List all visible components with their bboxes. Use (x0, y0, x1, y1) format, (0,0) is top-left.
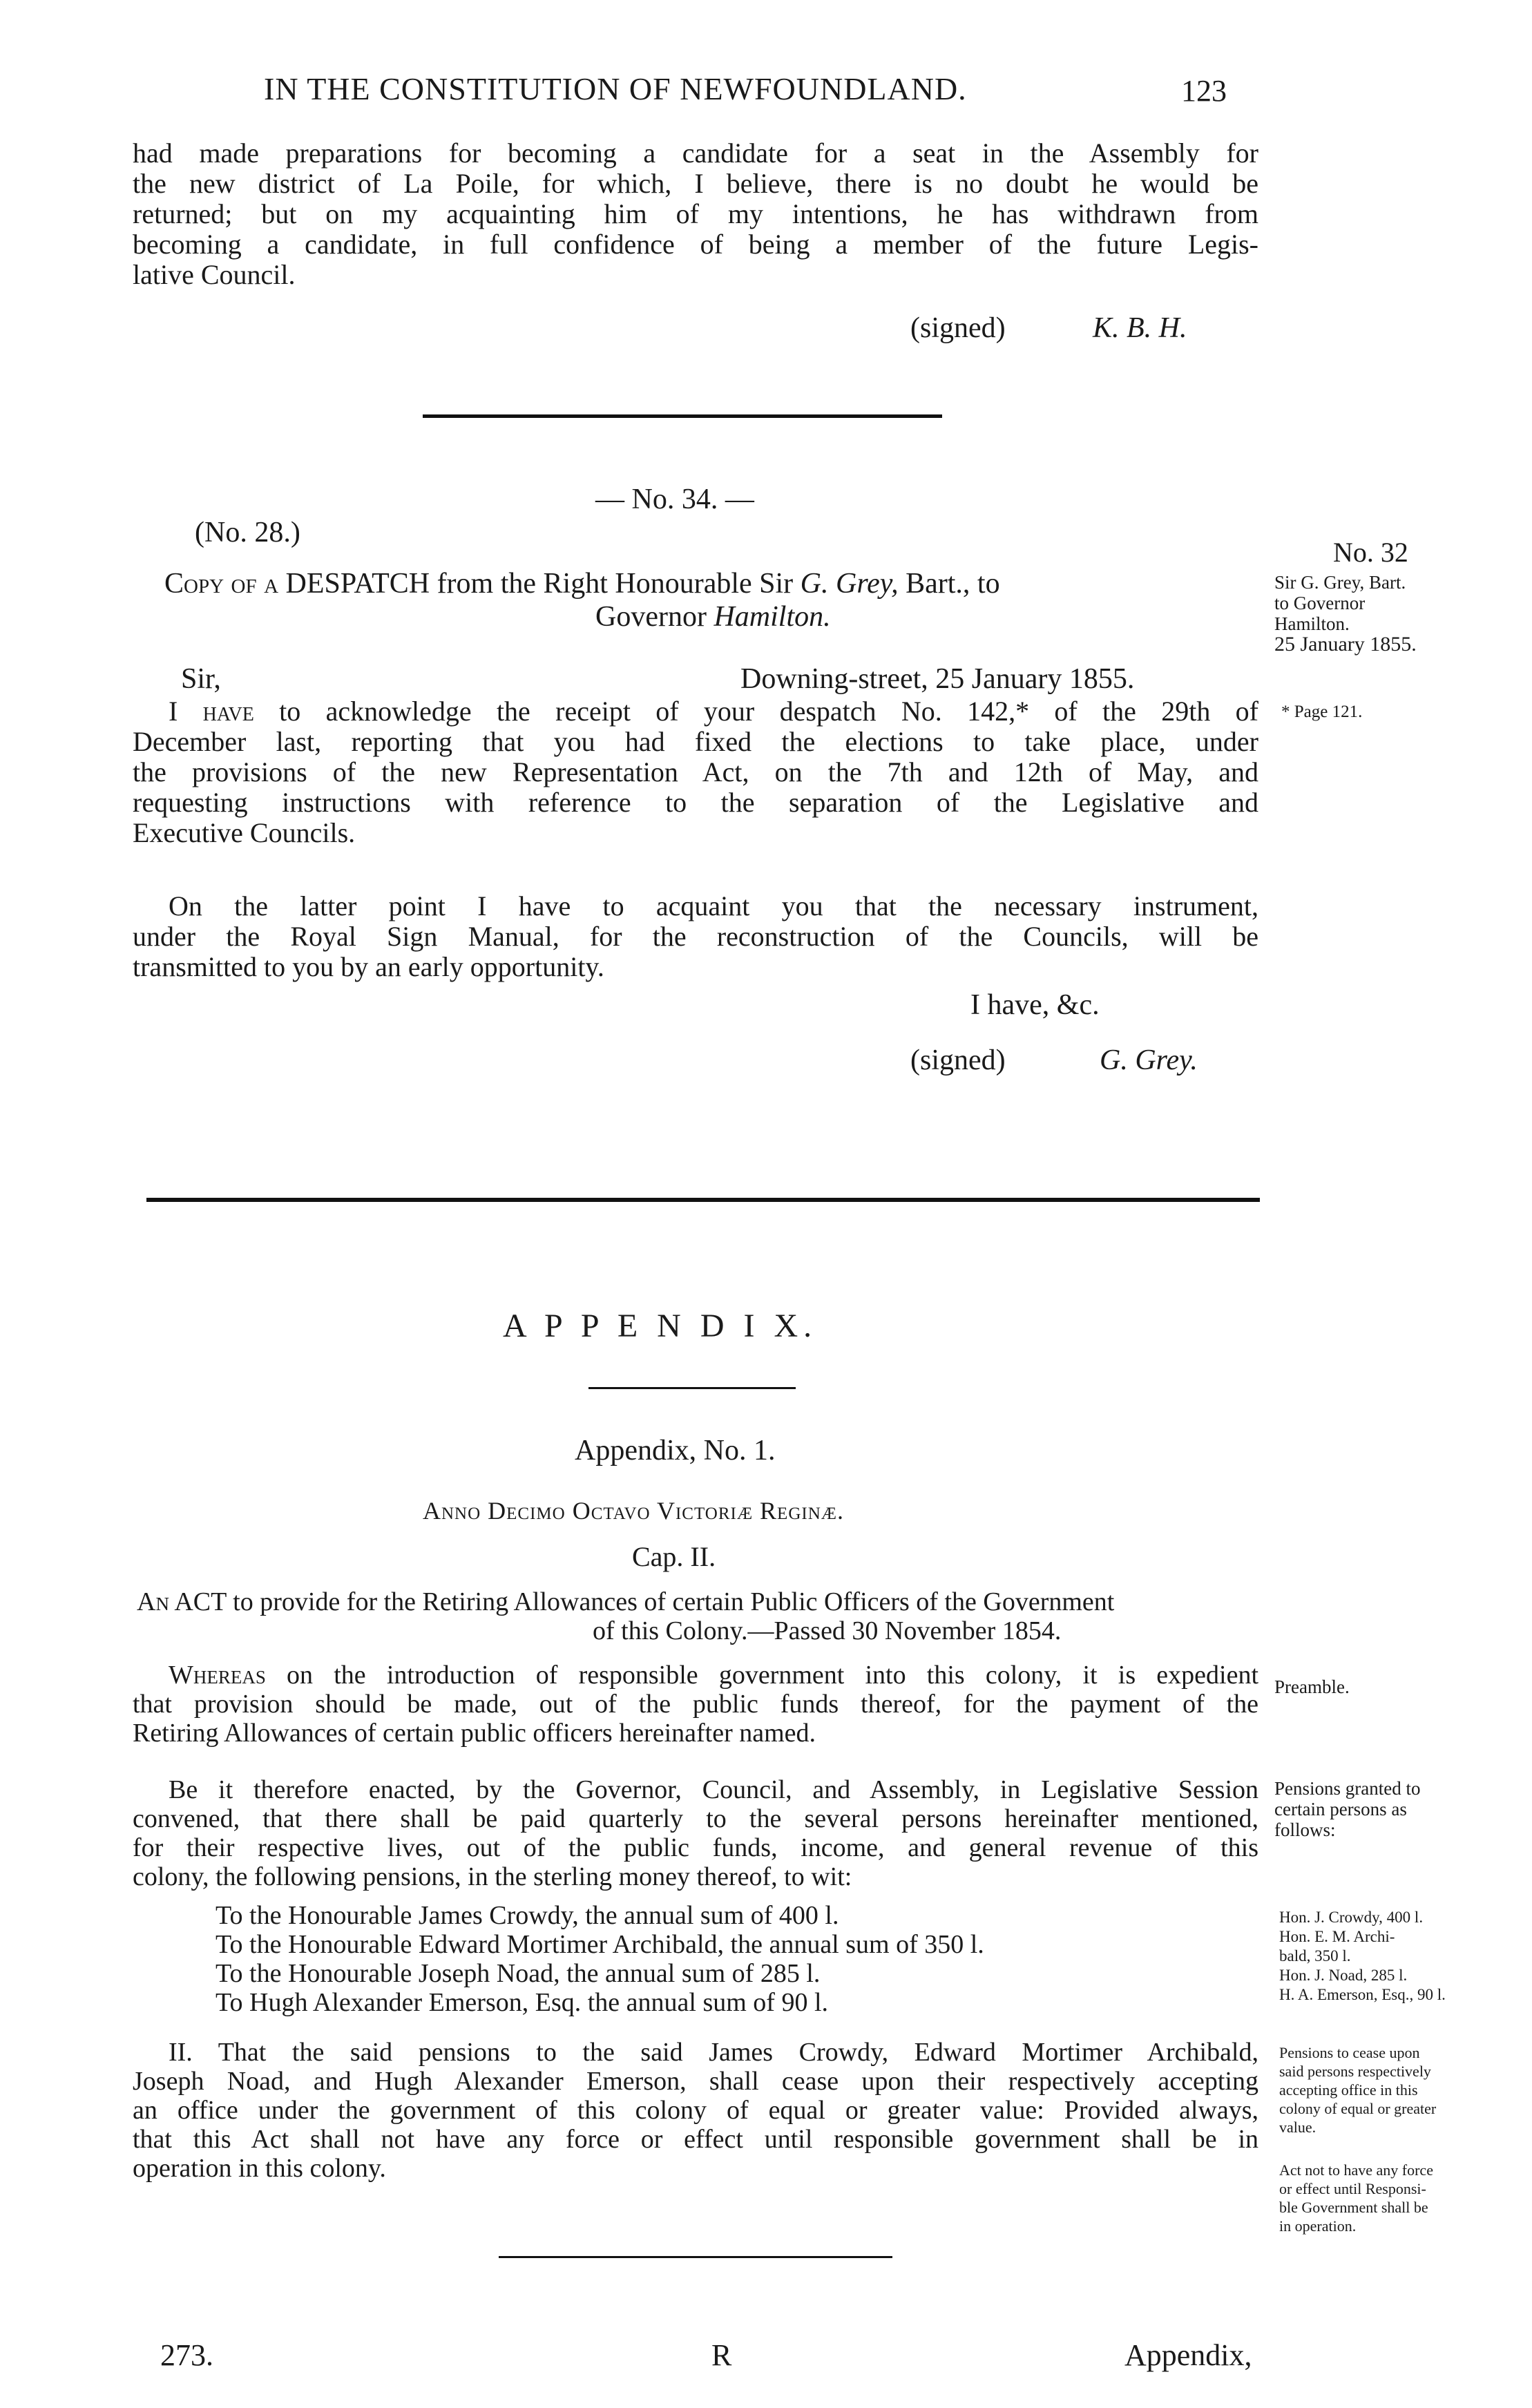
despatch-number-heading: — No. 34. — (595, 484, 754, 515)
title-text: Governor (595, 601, 707, 633)
cap-heading: Cap. II. (632, 1541, 716, 1572)
text-line: becoming a candidate, in full confidence of being a member of the future Legis- (133, 229, 1258, 260)
text-line: that this Act shall not have any force or effect until responsible government shall be in (133, 2125, 1258, 2154)
text-line: Joseph Noad, and Hugh Alexander Emerson, shall cease upon their respectively accepting (133, 2067, 1258, 2096)
footer-signature-mark: R (711, 2338, 732, 2372)
text-line: requesting instructions with reference to the separation of the Legislative and (133, 787, 1258, 818)
margin-line: Pensions to cease upon (1279, 2044, 1420, 2061)
text-line: convened, that there shall be paid quarterly to the several persons hereinafter mentioned, (133, 1804, 1258, 1833)
closing: I have, &c. (970, 989, 1100, 1021)
margin-line: or effect until Responsi- (1279, 2180, 1426, 2197)
margin-note (1274, 572, 1417, 655)
pension-list (216, 1901, 984, 2017)
text-line: an office under the government of this colony of equal or greater value: Provided always, (133, 2096, 1258, 2125)
divider-rule (146, 1198, 1260, 1202)
text-line: had made preparations for becoming a candidate for a seat in the Assembly for (133, 137, 1258, 169)
margin-number: No. 32 (1333, 537, 1408, 568)
margin-line: in operation. (1279, 2217, 1357, 2235)
title-text: Bart., to (906, 568, 1000, 600)
line-text: to acknowledge the receipt of your despatch No. 142,* of the 29th of (279, 696, 1259, 727)
signature: K. B. H. (1093, 312, 1187, 344)
preamble (133, 1661, 1258, 1748)
footnote-marker: * Page 121. (1281, 703, 1363, 721)
text-line: On the latter point I have to acquaint you that the necessary instrument, (169, 890, 1258, 921)
text-line: returned; but on my acquainting him of my intentions, he has withdrawn from (133, 198, 1258, 229)
text-line: December last, reporting that you had fixed the elections to take place, under (133, 726, 1258, 757)
margin-line: accepting office in this (1279, 2081, 1418, 2099)
list-item: To the Honourable Joseph Noad, the annual sum of 285 l. (216, 1959, 821, 1988)
text-line: the provisions of the new Representation Act, on the 7th and 12th of May, and (133, 756, 1258, 787)
divider-rule (423, 414, 942, 418)
running-header: IN THE CONSTITUTION OF NEWFOUNDLAND. (264, 71, 967, 106)
act-title (137, 1587, 1114, 1645)
section-two (133, 2038, 1258, 2183)
margin-note (1279, 2161, 1433, 2235)
text-line: operation in this colony. (133, 2154, 386, 2183)
margin-line: 25 January 1855. (1274, 633, 1417, 656)
lead-words: I have (169, 696, 254, 727)
margin-note (1279, 2043, 1436, 2137)
margin-line: said persons respectively (1279, 2063, 1431, 2080)
text-line: that provision should be made, out of the public funds thereof, for the payment of the (133, 1690, 1258, 1719)
divider-rule (499, 2256, 892, 2258)
margin-note: Preamble. (1274, 1676, 1350, 1697)
despatch-title-line2 (595, 601, 831, 633)
lead-word: Whereas (169, 1661, 266, 1690)
signature: G. Grey. (1100, 1044, 1198, 1076)
title-name: Hamilton. (714, 601, 831, 633)
text-line: Be it therefore enacted, by the Governor, Council, and Assembly, in Legislative Session (169, 1775, 1258, 1804)
margin-line: Hon. J. Noad, 285 l. (1279, 1967, 1408, 1984)
signed-label: (signed) (910, 1044, 1006, 1076)
copy-of-a: Copy of a (164, 568, 279, 600)
margin-note (1274, 1778, 1420, 1840)
line-text: on the introduction of responsible government into this colony, it is expedient (287, 1661, 1258, 1690)
text-line: lative Council. (133, 259, 296, 290)
anno-line: Anno Decimo Octavo Victoriæ Reginæ. (423, 1497, 844, 1525)
list-item: To the Honourable Edward Mortimer Archibald, the annual sum of 350 l. (216, 1930, 984, 1959)
margin-line: value. (1279, 2119, 1316, 2136)
text-line (133, 1661, 1258, 1690)
margin-line: H. A. Emerson, Esq., 90 l. (1279, 1986, 1446, 2003)
enacting-clause (133, 1775, 1258, 1891)
act-title-text: ACT to provide for the Retiring Allowances of certain Public Officers of the Government (174, 1587, 1115, 1616)
margin-line: Hamilton. (1274, 613, 1350, 634)
despatch-title-line1 (164, 568, 1000, 600)
appendix-subheading: Appendix, No. 1. (575, 1435, 776, 1466)
margin-line: Pensions granted to (1274, 1778, 1421, 1799)
title-text: DESPATCH from the Right Honourable Sir (285, 568, 794, 600)
list-item: To Hugh Alexander Emerson, Esq. the annual sum of 90 l. (216, 1988, 829, 2017)
text-line: the new district of La Poile, for which, I believe, there is no doubt he would be (133, 168, 1258, 199)
text-line: Retiring Allowances of certain public officers hereinafter named. (133, 1719, 816, 1748)
margin-note (1279, 1908, 1446, 2005)
salutation: Sir, (181, 663, 221, 695)
dateline: Downing-street, 25 January 1855. (740, 663, 1135, 695)
text-line: II. That the said pensions to the said James Crowdy, Edward Mortimer Archibald, (169, 2038, 1258, 2067)
margin-line: bald, 350 l. (1279, 1947, 1351, 1965)
text-line (133, 696, 1258, 727)
title-name: G. Grey, (800, 568, 899, 600)
text-line: colony, the following pensions, in the sterling money thereof, to wit: (133, 1862, 852, 1891)
margin-line: colony of equal or greater (1279, 2100, 1437, 2117)
appendix-heading: A P P E N D I X. (503, 1308, 818, 1344)
despatch-ref-number: (No. 28.) (195, 517, 300, 548)
signed-label: (signed) (910, 312, 1006, 344)
margin-line: to Governor (1274, 593, 1366, 613)
footer-catchword: Appendix, (1124, 2338, 1252, 2372)
despatch-paragraph-2 (133, 891, 1258, 982)
act-title-line (137, 1587, 1114, 1616)
margin-line: Sir G. Grey, Bart. (1274, 572, 1406, 593)
list-item: To the Honourable James Crowdy, the annual sum of 400 l. (216, 1901, 839, 1930)
margin-line: ble Government shall be (1279, 2199, 1428, 2216)
text-line: transmitted to you by an early opportunity. (133, 951, 604, 982)
despatch-paragraph-1 (133, 696, 1258, 848)
margin-line: Hon. E. M. Archi- (1279, 1928, 1395, 1945)
letter-continuation (133, 138, 1258, 290)
margin-line: Act not to have any force (1279, 2161, 1433, 2179)
page-number: 123 (1181, 74, 1227, 108)
text-line: under the Royal Sign Manual, for the reconstruction of the Councils, will be (133, 921, 1258, 952)
text-line: for their respective lives, out of the public funds, income, and general revenue of this (133, 1833, 1258, 1862)
short-rule (588, 1387, 796, 1389)
act-title-line: of this Colony.—Passed 30 November 1854. (593, 1616, 1062, 1645)
lead-word: An (137, 1587, 169, 1616)
footer-left: 273. (160, 2338, 213, 2372)
text-line: Executive Councils. (133, 817, 356, 848)
margin-line: Hon. J. Crowdy, 400 l. (1279, 1909, 1424, 1926)
margin-line: follows: (1274, 1819, 1336, 1840)
margin-line: certain persons as (1274, 1799, 1407, 1819)
